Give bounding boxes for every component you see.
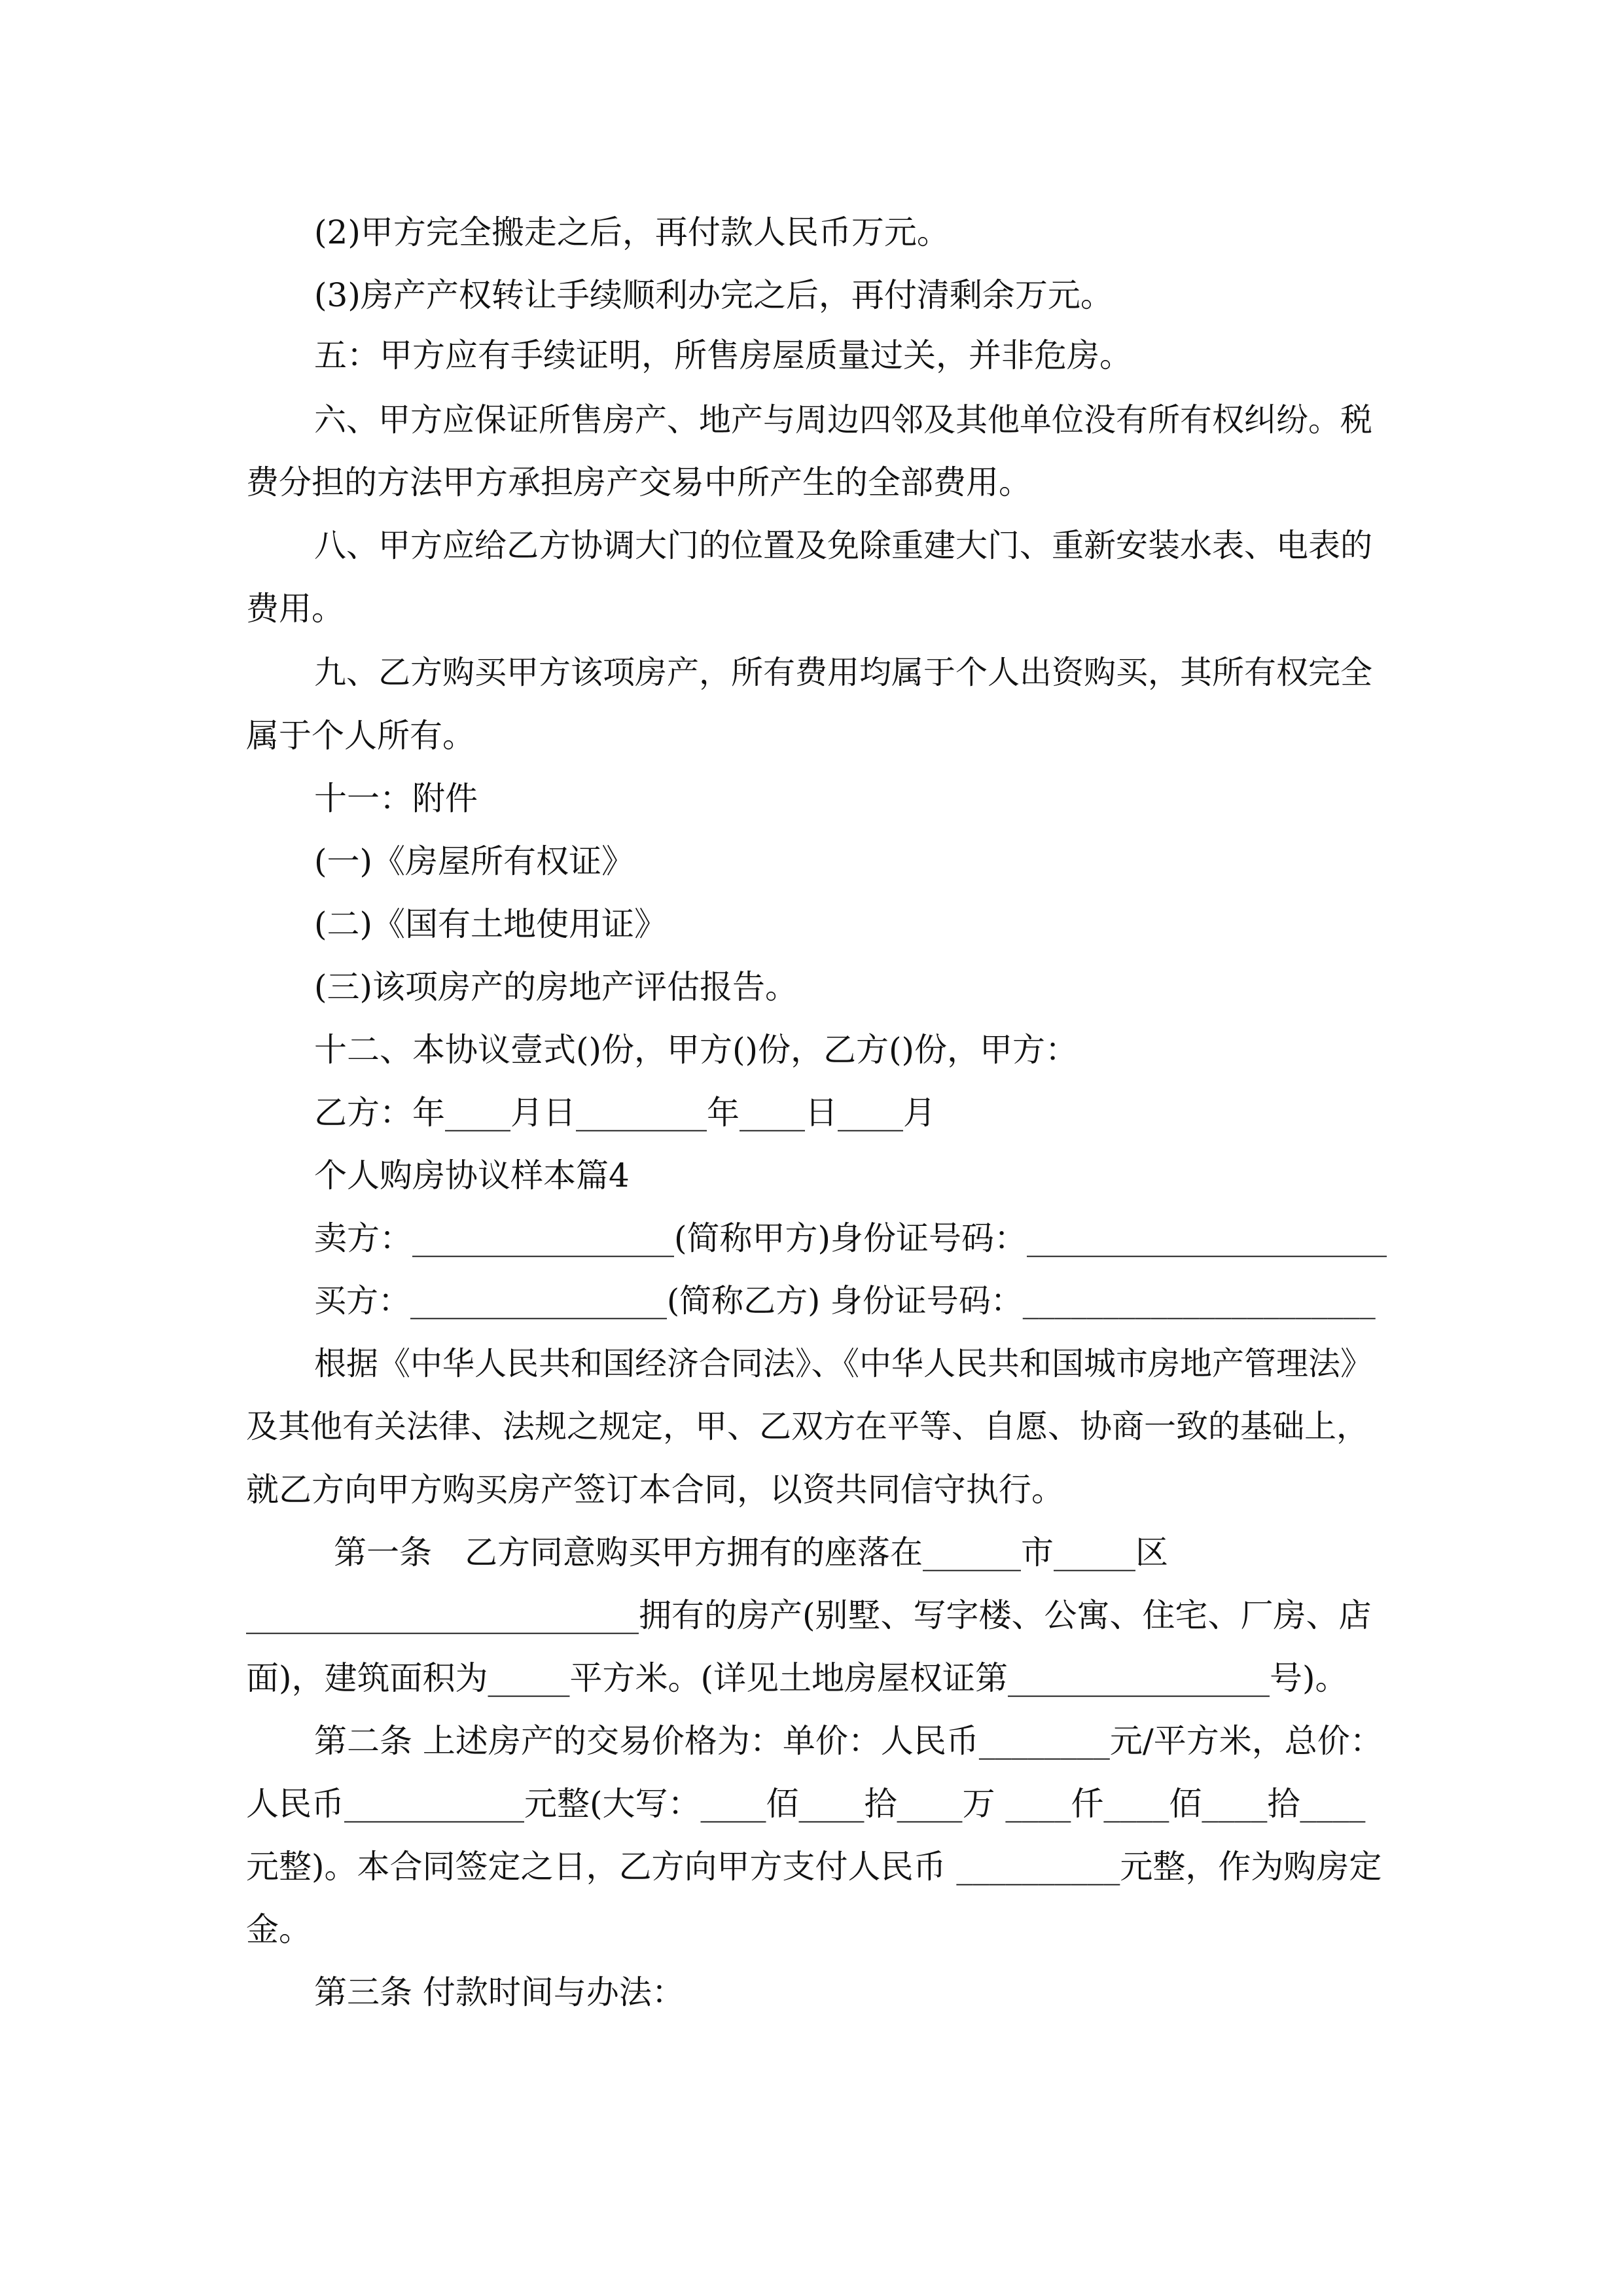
buyer-line: 买方：________________(简称乙方) 身份证号码：______________________ [314, 1282, 1376, 1319]
paragraph-line: 及其他有关法律、法规之规定，甲、乙双方在平等、自愿、协商一致的基础上， [246, 1408, 1369, 1445]
paragraph-line: 就乙方向甲方购买房产签订本合同，以资共同信守执行。 [246, 1471, 1064, 1509]
signature-line: 乙方：年____月日________年____日____月 [314, 1094, 936, 1132]
clause-line: ________________________拥有的房产(别墅、写字楼、公寓、住宅、厂房、店 [246, 1596, 1372, 1634]
clause-line: 金。 [246, 1910, 312, 1948]
section-heading: 十一：附件 [314, 780, 478, 817]
paragraph-line: 十二、本协议壹式()份，甲方()份，乙方()份，甲方： [314, 1031, 1079, 1069]
clause-line: 面)，建筑面积为_____平方米。(详见土地房屋权证第________________号)。 [246, 1659, 1348, 1697]
paragraph-line: 根据《中华人民共和国经济合同法》、《中华人民共和国城市房地产管理法》 [314, 1345, 1373, 1382]
clause-line: 元整)。本合同签定之日，乙方向甲方支付人民币 __________元整，作为购房定 [246, 1848, 1382, 1886]
clause-line: 第一条 乙方同意购买甲方拥有的座落在______市_____区 [334, 1534, 1168, 1571]
clause-heading: 第三条 付款时间与办法： [314, 1973, 685, 2011]
attachment-item: (二)《国有土地使用证》 [314, 905, 668, 943]
article-title: 个人购房协议样本篇4 [314, 1157, 630, 1194]
paragraph-line: 费分担的方法甲方承担房产交易中所产生的全部费用。 [246, 463, 1031, 501]
paragraph-line: 六、甲方应保证所售房产、地产与周边四邻及其他单位没有所有权纠纷。税 [314, 401, 1373, 439]
paragraph-line: (3)房产产权转让手续顺利办完之后，再付清剩余万元。 [314, 276, 1113, 314]
attachment-item: (三)该项房产的房地产评估报告。 [314, 968, 798, 1006]
clause-line: 人民币___________元整(大写：____佰____拾____万 ____仟____佰____拾____ [246, 1785, 1366, 1823]
paragraph-line: 五：甲方应有手续证明，所售房屋质量过关，并非危房。 [314, 336, 1132, 374]
attachment-item: (一)《房屋所有权证》 [314, 842, 635, 880]
paragraph-line: 属于个人所有。 [246, 717, 475, 755]
paragraph-line: 费用。 [246, 590, 344, 628]
paragraph-line: 九、乙方购买甲方该项房产，所有费用均属于个人出资购买，其所有权完全 [314, 654, 1373, 691]
clause-line: 第二条 上述房产的交易价格为：单价：人民币________元/平方米，总价： [314, 1722, 1383, 1760]
paragraph-line: 八、甲方应给乙方协调大门的位置及免除重建大门、重新安装水表、电表的 [314, 527, 1373, 564]
paragraph-line: (2)甲方完全搬走之后，再付款人民币万元。 [314, 213, 950, 251]
seller-line: 卖方：________________(简称甲方)身份证号码：______________________ [314, 1219, 1387, 1257]
